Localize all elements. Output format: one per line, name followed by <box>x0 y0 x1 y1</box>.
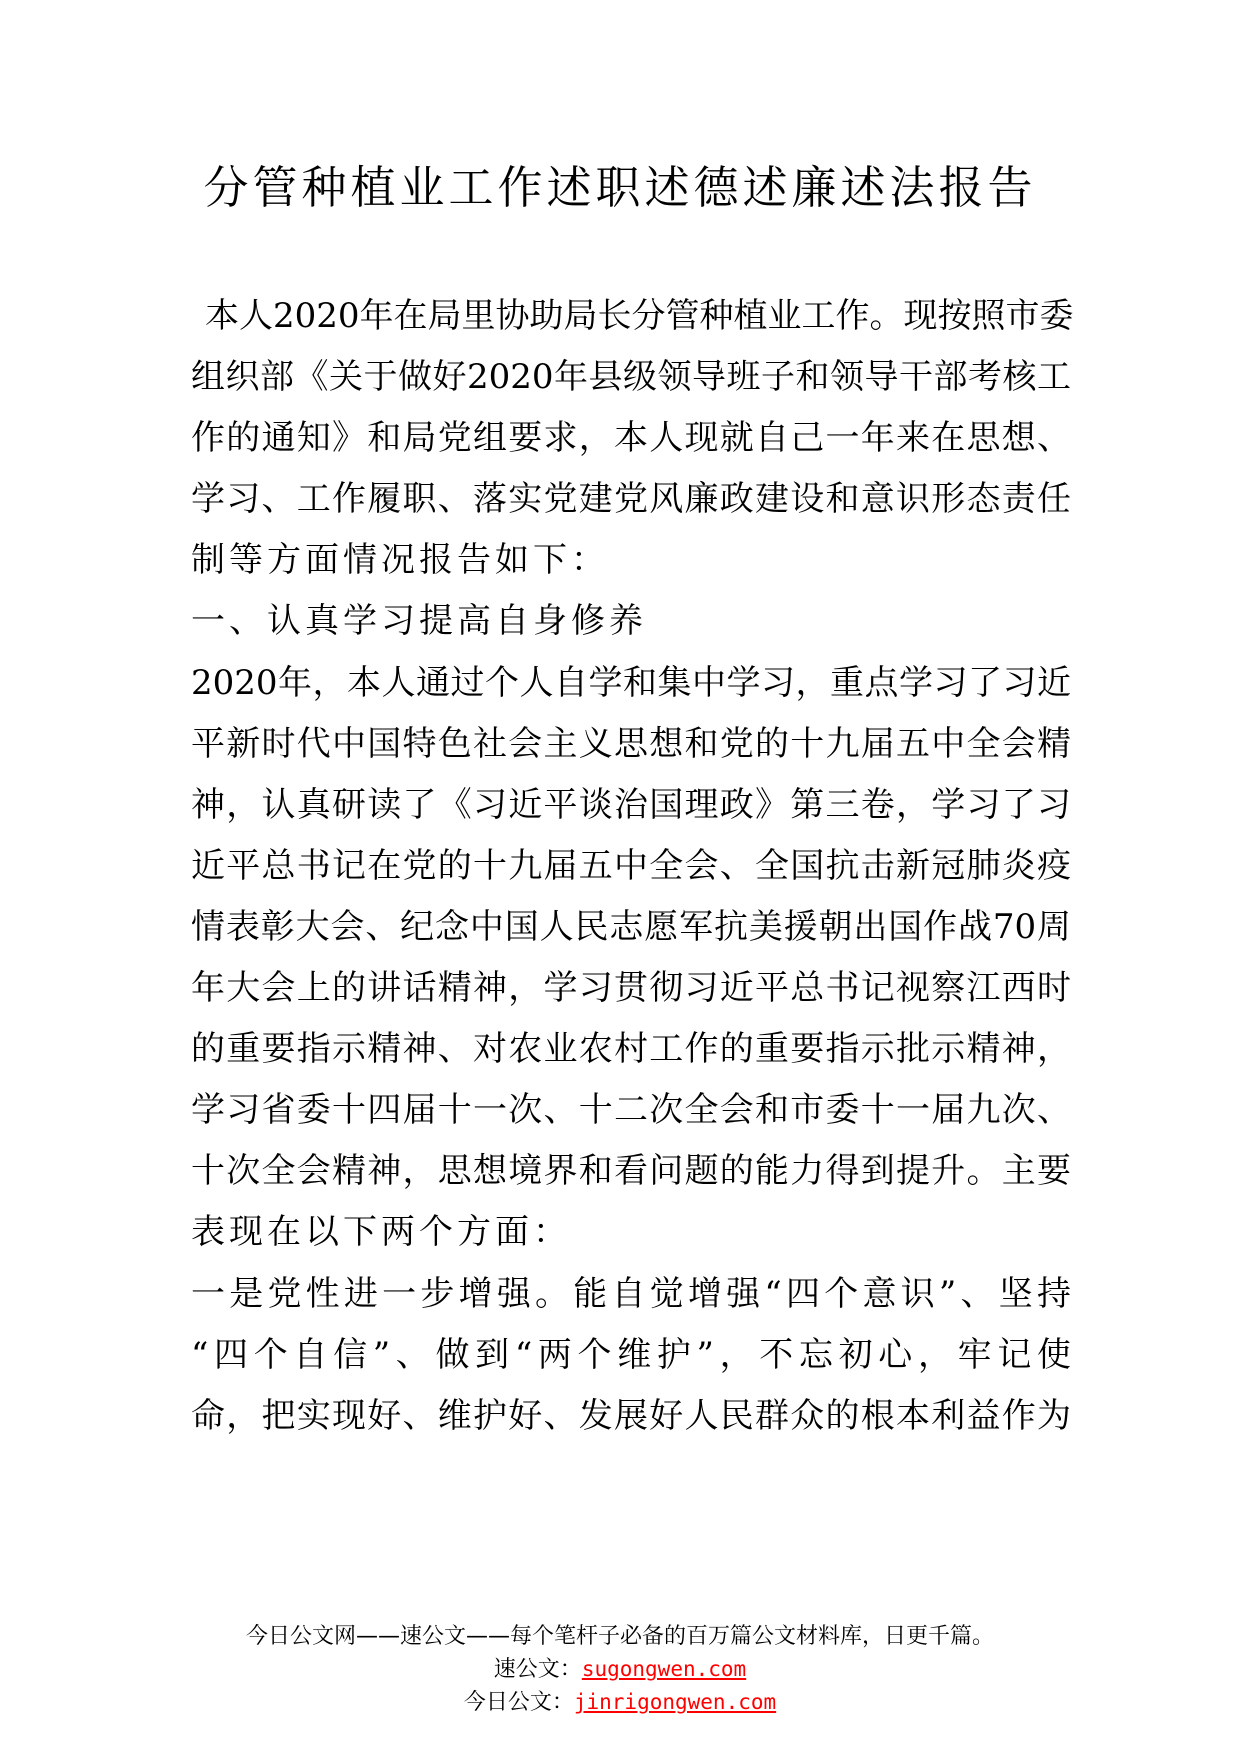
body-line: 组织部《关于做好2020年县级领导班子和领导干部考核工 <box>191 357 1071 398</box>
footer-link1-label: 速公文： <box>493 1657 582 1682</box>
footer-link-row-1 <box>0 1653 1240 1686</box>
jinrigongwen-link[interactable]: jinrigongwen.com <box>573 1690 777 1714</box>
body-line: 十次全会精神，思想境界和看问题的能力得到提升。主要 <box>191 1151 1071 1192</box>
body-line: 神，认真研读了《习近平谈治国理政》第三卷，学习了习 <box>191 784 1071 825</box>
body-line: 命，把实现好、维护好、发展好人民群众的根本利益作为 <box>191 1395 1071 1436</box>
body-line: 2020年，本人通过个人自学和集中学习，重点学习了习近 <box>191 662 1071 703</box>
sugongwen-link[interactable]: sugongwen.com <box>581 1657 747 1681</box>
body-line: 制等方面情况报告如下： <box>191 540 609 581</box>
body-line: “四个自信”、做到“两个维护”，不忘初心，牢记使 <box>191 1334 1071 1375</box>
footer-link-row-2 <box>0 1686 1240 1719</box>
body-line: 作的通知》和局党组要求，本人现就自己一年来在思想、 <box>191 418 1071 459</box>
page-title: 分管种植业工作述职述德述廉述法报告 <box>203 161 1037 214</box>
body-line: 一是党性进一步增强。能自觉增强“四个意识”、坚持 <box>191 1273 1071 1314</box>
footer-link2-label: 今日公文： <box>463 1690 574 1715</box>
footer-slogan: 今日公文网——速公文——每个笔杆子必备的百万篇公文材料库，日更千篇。 <box>245 1624 994 1649</box>
document-body <box>191 286 1074 1447</box>
body-line: 本人2020年在局里协助局长分管种植业工作。现按照市委 <box>205 296 1074 336</box>
body-line: 学习、工作履职、落实党建党风廉政建设和意识形态责任 <box>191 479 1071 520</box>
body-line: 学习省委十四届十一次、十二次全会和市委十一届九次、 <box>191 1090 1071 1131</box>
body-line: 一、认真学习提高自身修养 <box>191 601 647 642</box>
body-line: 平新时代中国特色社会主义思想和党的十九届五中全会精 <box>191 723 1071 764</box>
body-line: 的重要指示精神、对农业农村工作的重要指示批示精神， <box>191 1029 1071 1070</box>
body-line: 表现在以下两个方面： <box>191 1212 571 1253</box>
body-line: 近平总书记在党的十九届五中全会、全国抗击新冠肺炎疫 <box>191 845 1071 886</box>
body-line: 情表彰大会、纪念中国人民志愿军抗美援朝出国作战70周 <box>191 906 1071 947</box>
page-footer <box>0 1620 1240 1719</box>
body-line: 年大会上的讲话精神，学习贯彻习近平总书记视察江西时 <box>191 968 1071 1009</box>
